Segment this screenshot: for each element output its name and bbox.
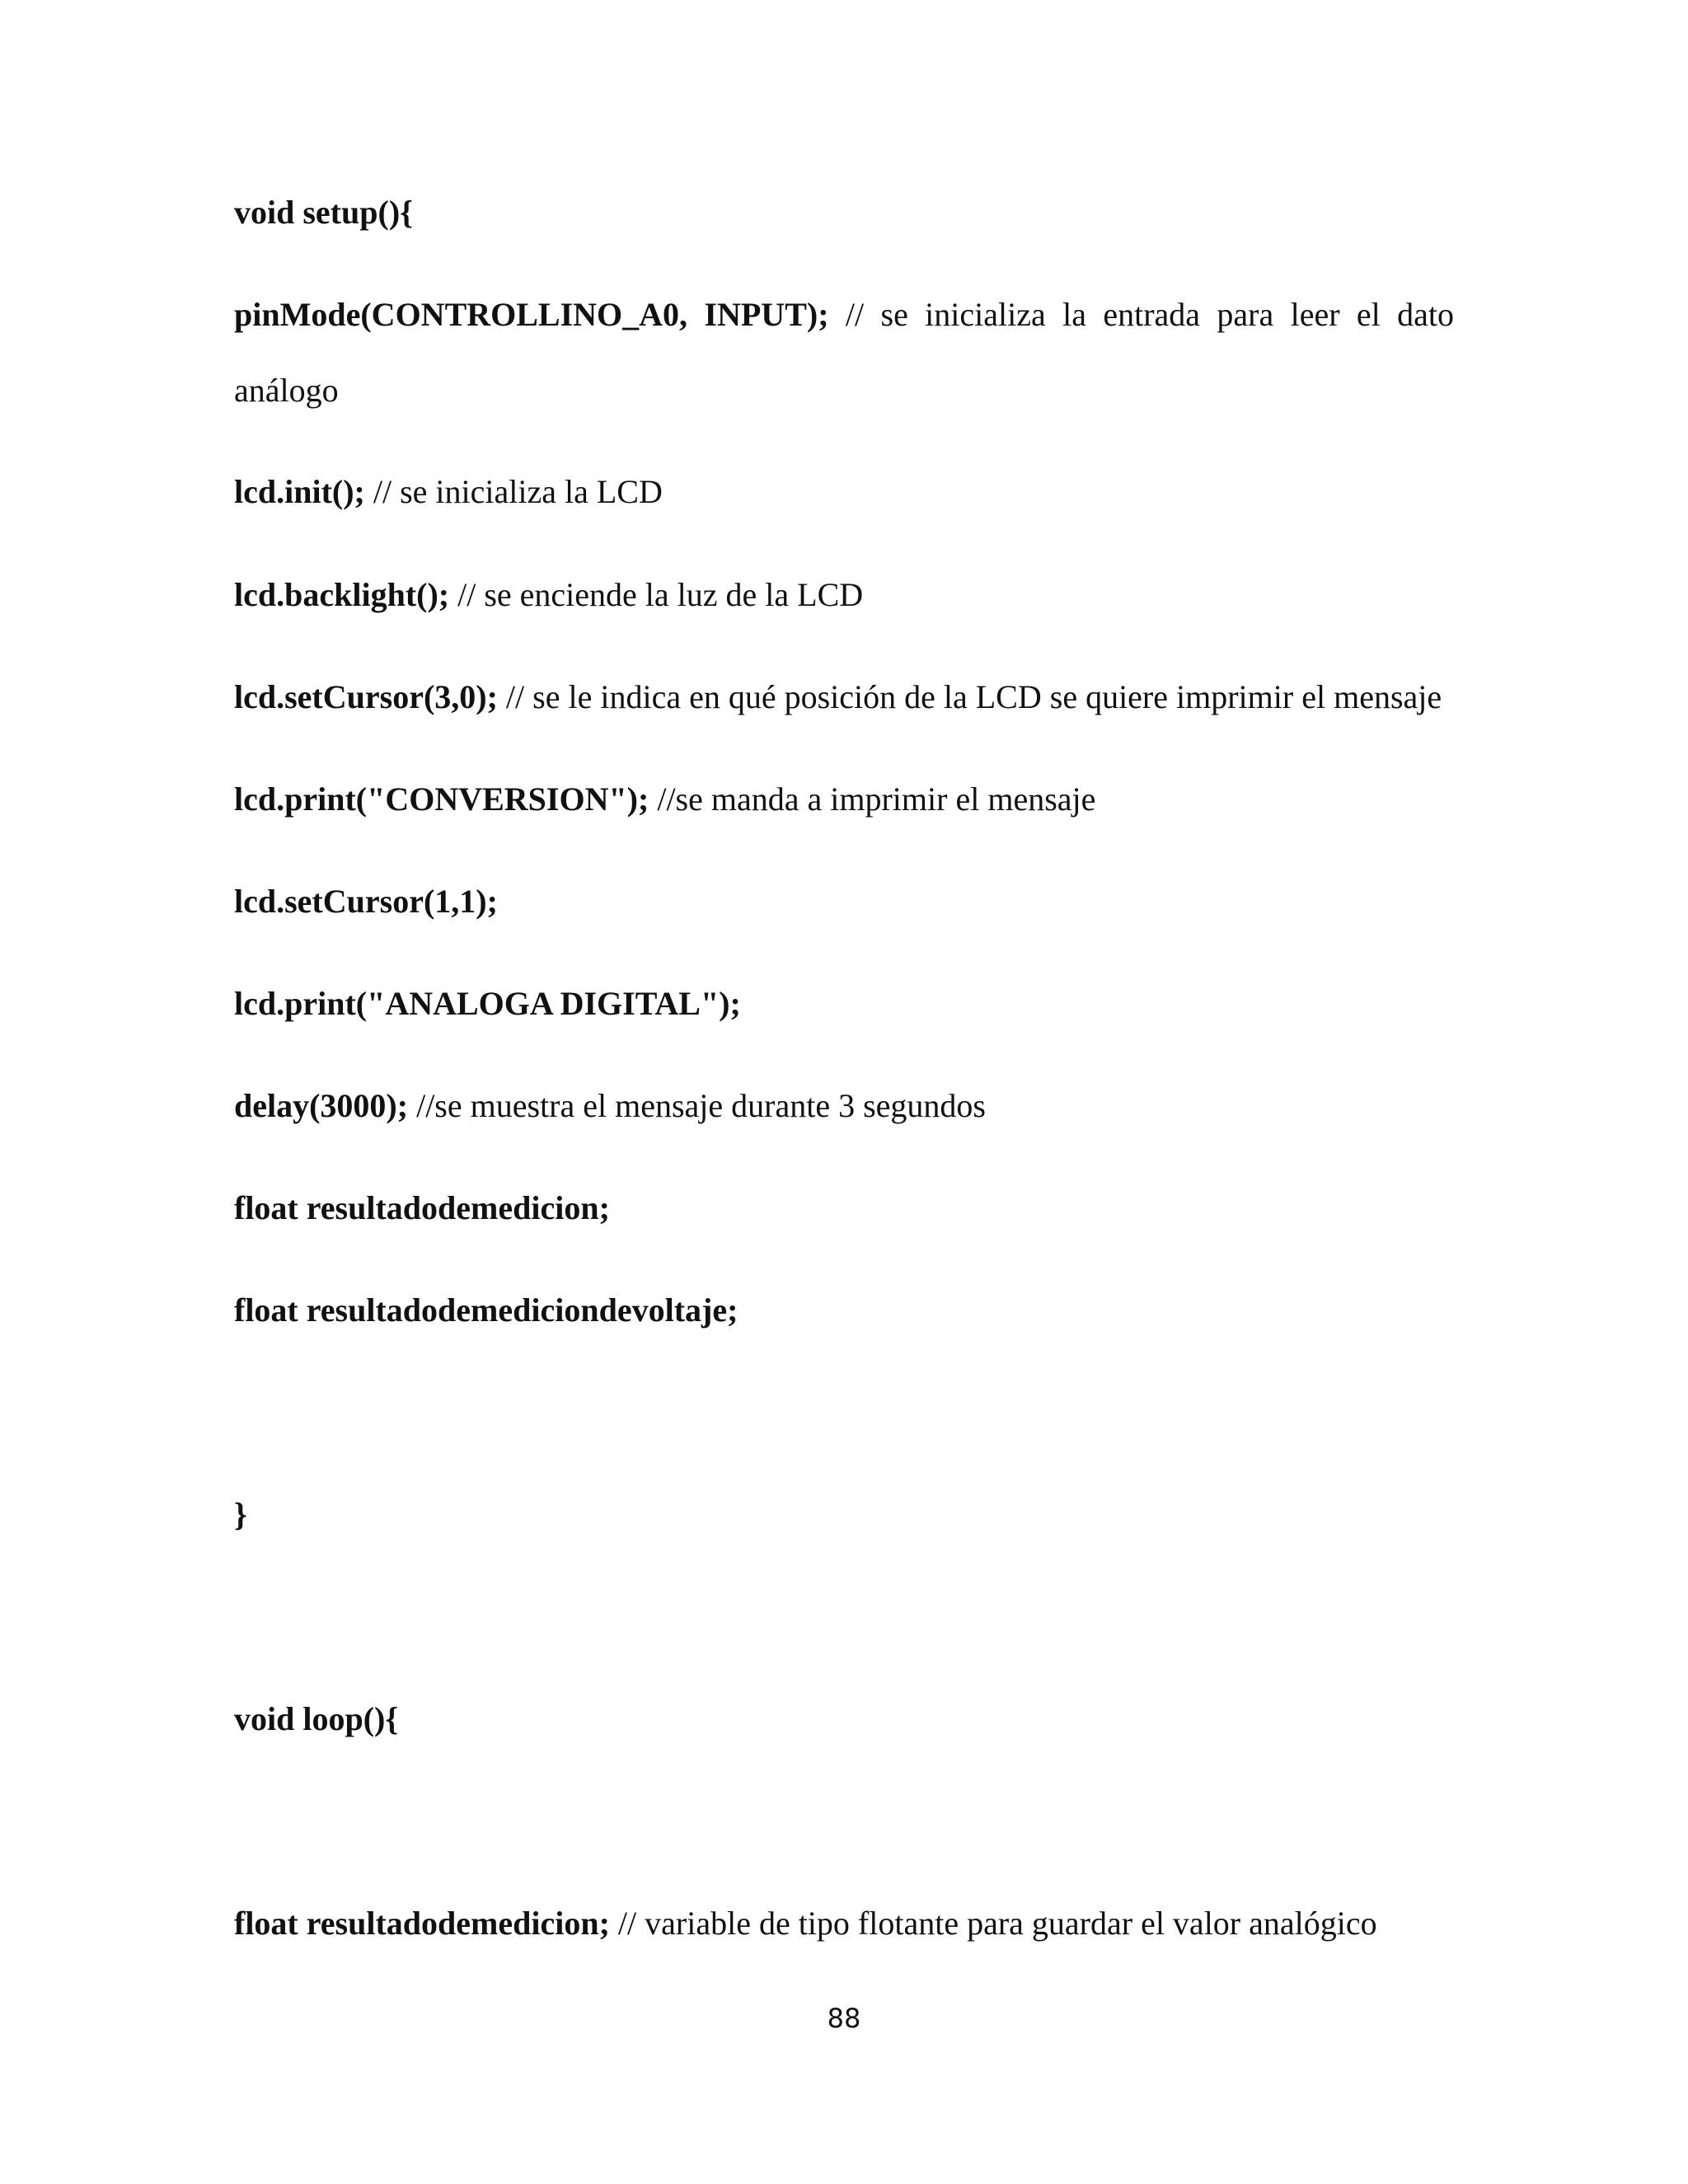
code-line-lcd-backlight [234,574,1454,616]
page-number: 88 [827,2003,861,2034]
code-line-loop-float-resultado [234,1902,1454,1945]
code-line-float-resultado [234,1187,1454,1230]
code-comment: análogo [234,372,339,409]
code-text: lcd.init(); [234,473,365,510]
code-comment: // se inicializa la LCD [373,473,663,510]
code-line-loop [234,1698,1454,1741]
code-comment: // variable de tipo flotante para guardar el valor analógico [617,1905,1377,1942]
code-line-lcd-setcursor-1-1 [234,880,1454,923]
code-text: void loop(){ [234,1700,399,1737]
code-line-lcd-init [234,471,1454,513]
code-text: pinMode(CONTROLLINO_A0, INPUT); [234,296,829,333]
code-text: lcd.print("ANALOGA DIGITAL"); [234,985,741,1022]
code-comment: //se muestra el mensaje durante 3 segundos [416,1087,986,1124]
code-line-lcd-print-conversion [234,778,1454,821]
code-comment: // se enciende la luz de la LCD [457,576,864,613]
code-text: void setup(){ [234,194,413,231]
code-text: float resultadodemediciondevoltaje; [234,1291,738,1329]
code-text: float resultadodemedicion; [234,1189,610,1226]
code-text: lcd.setCursor(1,1); [234,883,498,920]
code-line-lcd-setcursor-3-0 [234,676,1454,719]
code-line-delay [234,1085,1454,1127]
comment-continuation-line [234,369,1454,412]
code-line-lcd-print-analoga [234,982,1454,1025]
code-comment: // se inicializa la entrada para leer el dato [845,296,1455,333]
code-line-float-resultado-voltaje [234,1289,1454,1332]
code-text: } [234,1496,247,1533]
code-text: lcd.print("CONVERSION"); [234,780,649,818]
code-line-pinmode [234,293,1454,336]
code-text: lcd.setCursor(3,0); [234,678,498,715]
code-line-setup [234,191,1454,234]
code-line-closing-brace [234,1493,1454,1536]
code-text: float resultadodemedicion; [234,1905,610,1942]
code-text: delay(3000); [234,1087,409,1124]
code-text: lcd.backlight(); [234,576,450,613]
code-comment: //se manda a imprimir el mensaje [657,780,1096,818]
code-comment: // se le indica en qué posición de la LCD se quiere imprimir el mensaje [505,678,1442,715]
